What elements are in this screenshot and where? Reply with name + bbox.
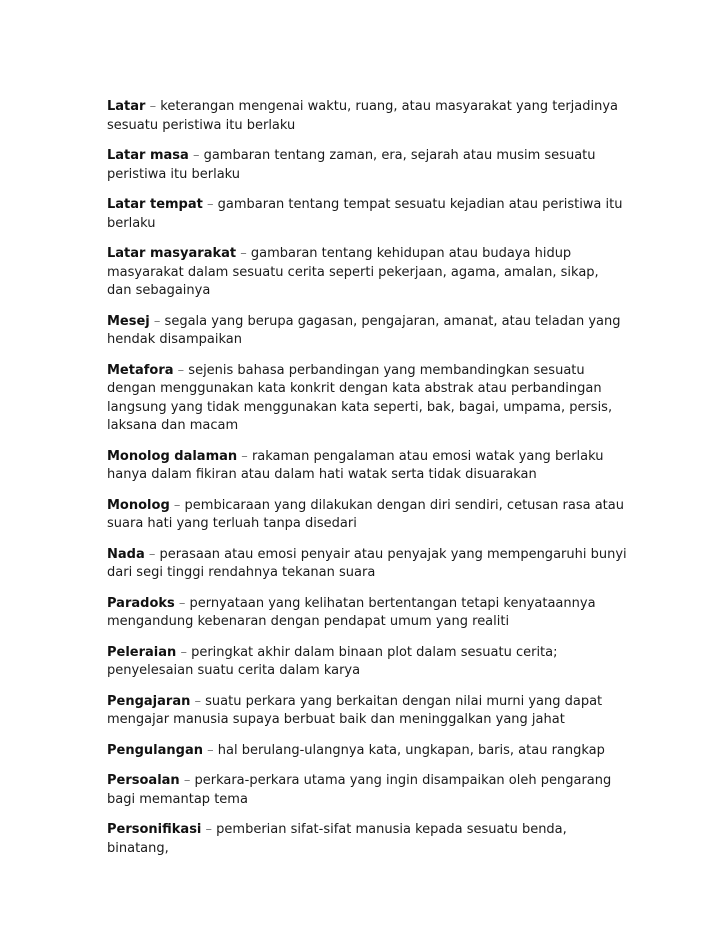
entry-term: Monolog: [107, 497, 170, 513]
entry-separator: –: [207, 742, 214, 758]
entry-term: Pengajaran: [107, 693, 191, 709]
entry-term: Pengulangan: [107, 742, 203, 758]
entry-definition: perasaan atau emosi penyair atau penyajak yang mempengaruhi bunyi dari segi tinggi rendahnya tekanan suara: [107, 546, 627, 580]
glossary-entry: [107, 147, 627, 184]
glossary-entry: [107, 644, 627, 681]
glossary-entry: [107, 546, 627, 583]
entry-definition: gambaran tentang tempat sesuatu kejadian atau peristiwa itu berlaku: [107, 197, 623, 231]
entry-definition: gambaran tentang kehidupan atau budaya hidup masyarakat dalam sesuatu cerita seperti pekerjaan, agama, amalan, sikap, dan sebagainya: [107, 246, 599, 298]
glossary-entry: [107, 362, 627, 436]
entry-term: Peleraian: [107, 644, 177, 660]
entry-definition: pemberian sifat-sifat manusia kepada sesuatu benda, binatang,: [107, 822, 567, 856]
entry-separator: –: [149, 99, 157, 114]
entry-separator: –: [173, 497, 181, 513]
glossary-entry: [107, 196, 627, 233]
glossary-entry: [107, 245, 627, 301]
entry-definition: perkara-perkara utama yang ingin disampaikan oleh pengarang bagi memantap tema: [107, 773, 612, 807]
entry-term: Nada: [107, 546, 145, 562]
entry-separator: –: [240, 246, 247, 261]
entry-separator: –: [194, 693, 201, 709]
entry-separator: –: [207, 197, 214, 212]
glossary-entry: [107, 693, 627, 730]
entry-term: Paradoks: [107, 595, 175, 611]
glossary-entry: [107, 742, 627, 761]
entry-separator: –: [153, 313, 161, 329]
entry-definition: peringkat akhir dalam binaan plot dalam sesuatu cerita; penyelesaian suatu cerita dalam karya: [107, 644, 558, 678]
entry-separator: –: [180, 644, 187, 660]
entry-definition: pernyataan yang kelihatan bertentangan tetapi kenyataannya mengandung kebenaran dengan pendapat umum yang realiti: [107, 595, 596, 629]
entry-definition: pembicaraan yang dilakukan dengan diri sendiri, cetusan rasa atau suara hati yang terluah tanpa disedari: [107, 497, 624, 531]
entry-definition: suatu perkara yang berkaitan dengan nilai murni yang dapat mengajar manusia supaya berbuat baik dan meninggalkan yang jahat: [107, 693, 603, 727]
entry-definition: segala yang berupa gagasan, pengajaran, amanat, atau teladan yang hendak disampaikan: [107, 313, 621, 347]
entry-separator: –: [183, 773, 191, 788]
entry-separator: –: [148, 546, 156, 562]
entry-term: Personifikasi: [107, 822, 202, 837]
glossary-entry: [107, 448, 627, 485]
entry-term: Latar masa: [107, 148, 189, 163]
glossary-entry: [107, 313, 627, 350]
entry-definition: keterangan mengenai waktu, ruang, atau masyarakat yang terjadinya sesuatu peristiwa itu berlaku: [107, 99, 619, 133]
glossary-entry: [107, 98, 627, 135]
entry-term: Metafora: [107, 362, 174, 378]
entry-separator: –: [192, 148, 200, 163]
entry-term: Monolog dalaman: [107, 448, 238, 464]
entry-term: Latar tempat: [107, 197, 203, 212]
entry-separator: –: [205, 822, 213, 837]
entry-separator: –: [241, 448, 248, 464]
glossary-entry: [107, 497, 627, 534]
entry-term: Latar masyarakat: [107, 246, 237, 261]
entry-definition: rakaman pengalaman atau emosi watak yang berlaku hanya dalam fikiran atau dalam hati watak serta tidak disuarakan: [107, 448, 604, 482]
entry-definition: hal berulang-ulangnya kata, ungkapan, baris, atau rangkap: [217, 742, 605, 758]
glossary-entry: [107, 772, 627, 809]
glossary-entry: [107, 821, 627, 858]
entry-term: Mesej: [107, 313, 150, 329]
entry-term: Latar: [107, 99, 146, 114]
entry-separator: –: [177, 362, 185, 378]
entry-separator: –: [178, 595, 186, 611]
glossary-page: [107, 98, 627, 870]
glossary-entry: [107, 595, 627, 632]
entry-term: Persoalan: [107, 773, 180, 788]
entry-definition: gambaran tentang zaman, era, sejarah atau musim sesuatu peristiwa itu berlaku: [107, 148, 596, 182]
entry-definition: sejenis bahasa perbandingan yang membandingkan sesuatu dengan menggunakan kata konkrit dengan kata abstrak atau perbandingan langsung yang tidak menggunakan kata seperti, bak, bagai, umpama, persis, laksana dan macam: [107, 362, 613, 433]
